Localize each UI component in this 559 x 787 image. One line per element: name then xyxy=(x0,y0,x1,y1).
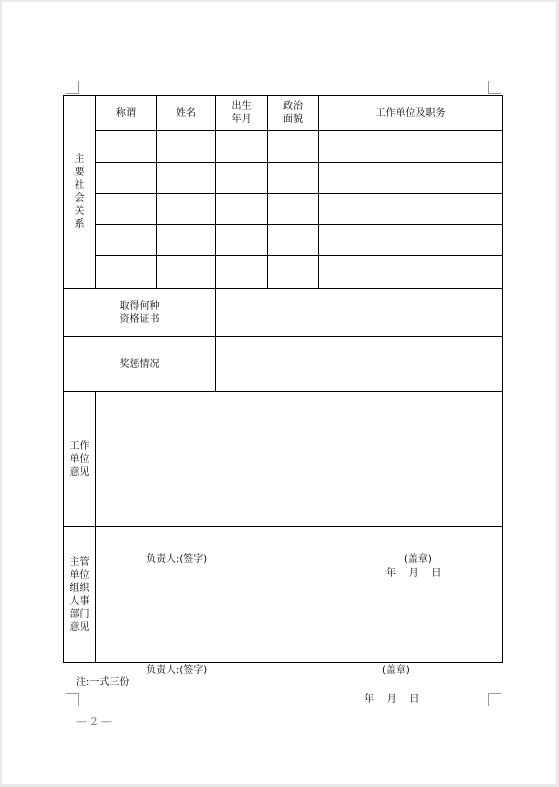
cell-title[interactable] xyxy=(96,163,157,194)
work-unit-signer: 负责人:(签字) xyxy=(146,554,208,565)
cell-name[interactable] xyxy=(157,225,216,256)
table-row xyxy=(64,225,503,256)
hr-department-label: 主管 单位 组织 人事 部门 意见 xyxy=(64,527,96,663)
cell-workplace[interactable] xyxy=(319,194,503,225)
cell-birth[interactable] xyxy=(216,256,268,289)
awards-field[interactable] xyxy=(216,337,503,392)
cell-birth[interactable] xyxy=(216,131,268,163)
cell-birth[interactable] xyxy=(216,225,268,256)
cell-workplace[interactable] xyxy=(319,163,503,194)
cell-birth[interactable] xyxy=(216,163,268,194)
hr-signer: 负责人:(签字) xyxy=(146,664,208,676)
cell-political[interactable] xyxy=(268,131,319,163)
page-number: — 2 — xyxy=(76,715,112,728)
hr-date: 年 月 日 xyxy=(364,693,420,705)
cell-workplace[interactable] xyxy=(319,256,503,289)
header-name: 姓名 xyxy=(157,96,216,131)
work-unit-opinion-field[interactable] xyxy=(96,392,503,579)
cell-name[interactable] xyxy=(157,194,216,225)
footnote: 注:一式三份 xyxy=(76,677,130,688)
cell-political[interactable] xyxy=(268,225,319,256)
cell-political[interactable] xyxy=(268,194,319,225)
header-title: 称谓 xyxy=(96,96,157,131)
header-workplace: 工作单位及职务 xyxy=(319,96,503,131)
cell-birth[interactable] xyxy=(216,194,268,225)
table-row xyxy=(64,256,503,289)
cell-political[interactable] xyxy=(268,163,319,194)
cell-name[interactable] xyxy=(157,131,216,163)
header-birth: 出生 年月 xyxy=(216,96,268,131)
cell-political[interactable] xyxy=(268,256,319,289)
table-row xyxy=(64,131,503,163)
cell-workplace[interactable] xyxy=(319,225,503,256)
work-unit-label: 工作 单位 意见 xyxy=(64,392,96,527)
table-row xyxy=(64,163,503,194)
crop-mark-top-left xyxy=(66,81,79,94)
cell-title[interactable] xyxy=(96,194,157,225)
certificate-field[interactable] xyxy=(216,289,503,337)
cell-name[interactable] xyxy=(157,256,216,289)
cell-name[interactable] xyxy=(157,163,216,194)
awards-label: 奖惩情况 xyxy=(64,337,216,392)
cell-title[interactable] xyxy=(96,225,157,256)
certificate-label: 取得何种 资格证书 xyxy=(64,289,216,337)
header-political: 政治 面貌 xyxy=(268,96,319,131)
cell-title[interactable] xyxy=(96,131,157,163)
crop-mark-bottom-right xyxy=(488,693,501,706)
table-row xyxy=(64,194,503,225)
crop-mark-bottom-left xyxy=(66,693,79,706)
social-relations-label: 主 要 社 会 关 系 xyxy=(64,96,96,289)
hr-seal: (盖章) xyxy=(382,664,410,676)
crop-mark-top-right xyxy=(488,81,501,94)
work-unit-date: 年 月 日 xyxy=(386,568,442,579)
cell-workplace[interactable] xyxy=(319,131,503,163)
work-unit-seal: (盖章) xyxy=(404,554,432,565)
cell-title[interactable] xyxy=(96,256,157,289)
